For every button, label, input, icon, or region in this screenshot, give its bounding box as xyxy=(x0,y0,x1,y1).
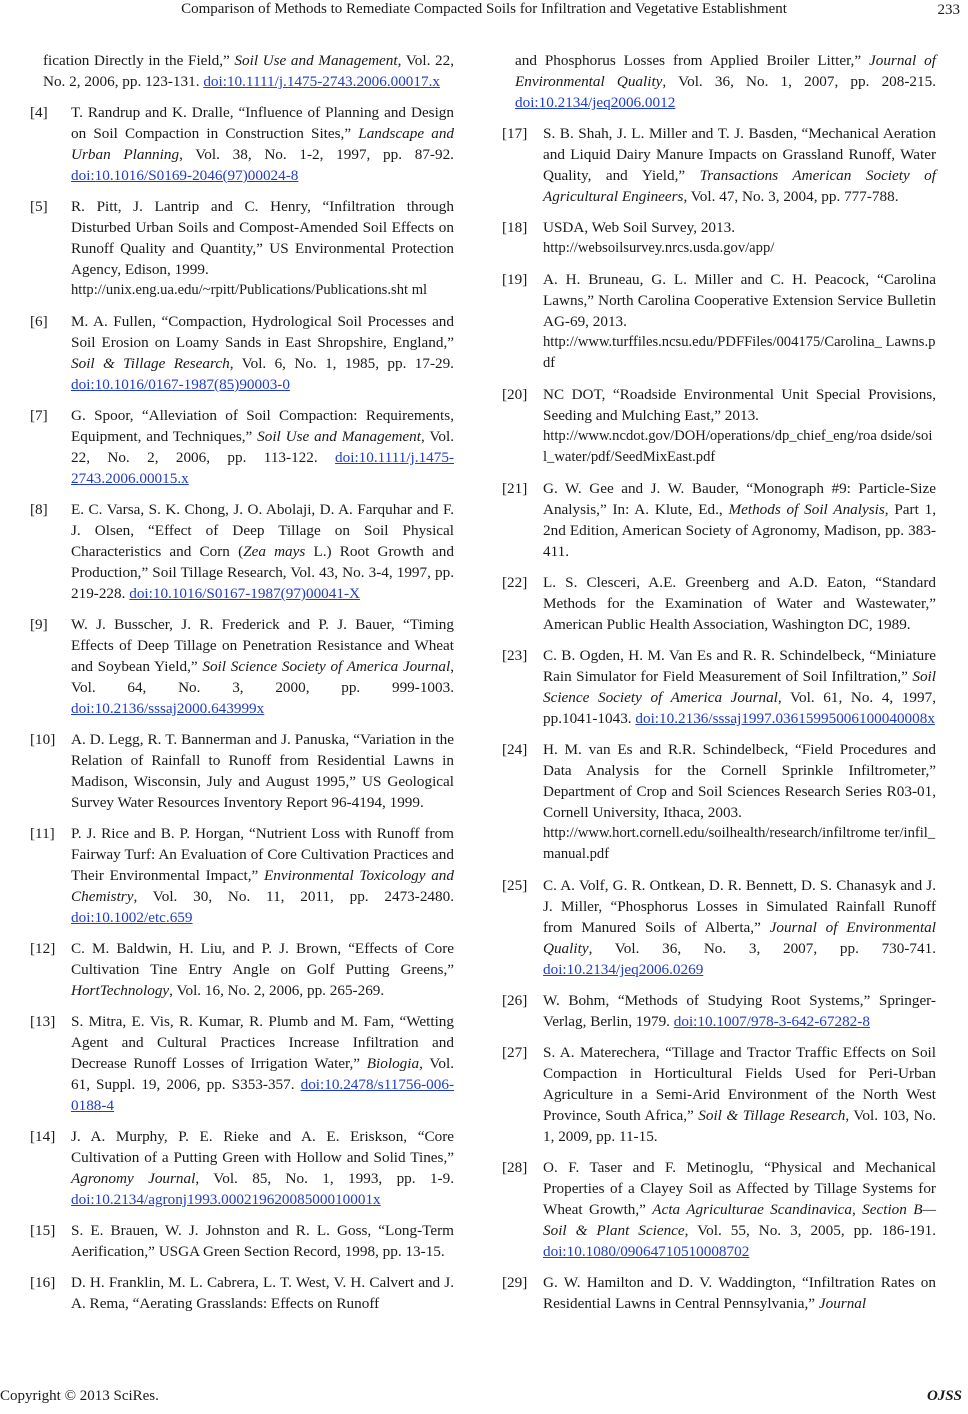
reference-text xyxy=(71,614,454,719)
journal-abbreviation: OJSS xyxy=(926,1388,962,1404)
reference-url[interactable]: http://unix.eng.ua.edu/~rpitt/Publications/Publications.sht ml xyxy=(71,282,428,298)
reference-details: , Vol. 55, No. 3, 2005, pp. 186-191. xyxy=(684,1222,936,1239)
doi-link[interactable]: doi:10.1007/978-3-642-67282-8 xyxy=(673,1013,870,1030)
reference-text xyxy=(71,102,454,186)
reference-body: T. Randrup and K. Dralle, “Influence of Planning and Design on Soil Compaction in Construction Sites,” xyxy=(71,104,454,142)
reference-number: [7] xyxy=(30,407,48,424)
reference-text xyxy=(71,499,454,604)
reference-entry xyxy=(30,823,454,928)
reference-entry xyxy=(502,875,936,980)
reference-number: [18] xyxy=(502,219,528,236)
reference-source: Journal xyxy=(818,1295,867,1312)
reference-text xyxy=(543,739,936,865)
running-title: Comparison of Methods to Remediate Compacted Soils for Infiltration and Vegetative Establishment xyxy=(181,1,787,17)
reference-entry xyxy=(30,311,454,395)
reference-body: W. J. Busscher, J. R. Frederick and P. J. Bauer, “Timing Effects of Deep Tillage on Penetration Resistance and Wheat and Soybean Yield,” xyxy=(71,616,454,675)
right-column xyxy=(502,50,936,1324)
reference-entry xyxy=(502,50,936,113)
reference-details: L.) Root Growth and Production,” Soil Tillage Research, Vol. 43, No. 3-4, 1997, pp. 219-228. xyxy=(71,543,454,602)
reference-text xyxy=(71,1220,454,1262)
reference-entry xyxy=(30,50,454,92)
doi-link[interactable]: doi:10.2136/sssaj2000.643999x xyxy=(71,700,265,717)
reference-body: C. A. Volf, G. R. Ontkean, D. R. Bennett, D. S. Chanasyk and J. J. Miller, “Phosphorus Losses in Simulated Rainfall Runoff from Manured Soils of Alberta,” xyxy=(543,877,936,936)
reference-details: , Part 1, 2nd Edition, American Society of Agronomy, Madison, pp. 383-411. xyxy=(543,501,936,560)
reference-number: [25] xyxy=(502,877,528,894)
reference-details: , Vol. 22, No. 2, 2006, pp. 113-122. xyxy=(71,428,454,466)
page-footer xyxy=(0,1388,968,1410)
reference-number: [17] xyxy=(502,125,528,142)
reference-text xyxy=(543,1042,936,1147)
reference-details: , Vol. 6, No. 1, 1985, pp. 17-29. xyxy=(229,355,454,372)
reference-body: S. Mitra, E. Vis, R. Kumar, R. Plumb and M. Fam, “Wetting Agent and Cultural Practices Increase Infiltration and Decrease Runoff Losses of Irrigation Water,” xyxy=(71,1013,454,1072)
reference-entry xyxy=(502,645,936,729)
reference-entry xyxy=(30,938,454,1001)
reference-source: Biologia xyxy=(366,1055,420,1072)
reference-text xyxy=(71,1011,454,1116)
reference-text xyxy=(543,990,936,1032)
reference-entry xyxy=(502,572,936,635)
reference-body: C. B. Ogden, H. M. Van Es and R. R. Schindelbeck, “Miniature Rain Simulator for Field Measurement of Soil Infiltration,” xyxy=(543,647,936,685)
reference-source: Transactions American Society of Agricultural Engineers xyxy=(543,167,936,205)
reference-number: [6] xyxy=(30,313,48,330)
reference-text xyxy=(543,384,936,468)
doi-link[interactable]: doi:10.2478/s11756-006-0188-4 xyxy=(71,1076,455,1114)
reference-text xyxy=(71,823,454,928)
reference-number: [10] xyxy=(30,731,56,748)
reference-text xyxy=(543,269,936,374)
reference-text xyxy=(71,311,454,395)
reference-number: [13] xyxy=(30,1013,56,1030)
reference-text xyxy=(543,572,936,635)
reference-number: [23] xyxy=(502,647,528,664)
reference-source: Soil Science Society of America Journal xyxy=(543,668,936,706)
reference-details: , Vol. 85, No. 1, 1993, pp. 1-9. xyxy=(195,1170,454,1187)
reference-url[interactable]: http://www.ncdot.gov/DOH/operations/dp_chief_eng/roa dside/soil_water/pdf/SeedMixEast.pdf xyxy=(543,428,933,465)
reference-details: , Vol. 22, No. 2, 2006, pp. 123-131. xyxy=(43,52,454,90)
reference-source: Methods of Soil Analysis xyxy=(728,501,885,518)
reference-body: S. E. Brauen, W. J. Johnston and R. L. Goss, “Long-Term Aerification,” USGA Green Section Record, 1998, pp. 13-15. xyxy=(71,1222,454,1260)
reference-text xyxy=(543,1157,936,1262)
reference-text xyxy=(543,217,936,259)
reference-text xyxy=(71,1126,454,1210)
reference-text xyxy=(71,1272,454,1314)
copyright-notice: Copyright © 2013 SciRes. xyxy=(0,1388,159,1404)
reference-details: , Vol. 47, No. 3, 2004, pp. 777-788. xyxy=(683,188,899,205)
reference-number: [19] xyxy=(502,271,528,288)
reference-body: R. Pitt, J. Lantrip and C. Henry, “Infiltration through Disturbed Urban Soils and Compost-Amended Soil Effects on Runoff Quality and Quantity,” US Environmental Protection Agency, Edison, 1999. xyxy=(71,198,454,278)
reference-text xyxy=(71,729,454,813)
reference-url[interactable]: http://www.hort.cornell.edu/soilhealth/research/infiltrome ter/infil_manual.pdf xyxy=(543,825,936,862)
reference-entry xyxy=(502,1272,936,1314)
reference-source: Landscape and Urban Planning xyxy=(71,125,455,163)
reference-details: , Vol. 61, Suppl. 19, 2006, pp. S353-357. xyxy=(71,1055,454,1093)
reference-source: Zea mays xyxy=(243,543,306,560)
page-number: 233 xyxy=(937,2,960,18)
reference-body: C. M. Baldwin, H. Liu, and P. J. Brown, “Effects of Core Cultivation Tine Entry Angle on Golf Putting Greens,” xyxy=(71,940,454,978)
reference-source: Soil Science Society of America Journal xyxy=(202,658,451,675)
reference-number: [27] xyxy=(502,1044,528,1061)
reference-body: L. S. Clesceri, A.E. Greenberg and A.D. Eaton, “Standard Methods for the Examination of Water and Wastewater,” American Public Health Association, Washington DC, 1989. xyxy=(543,574,936,633)
reference-text xyxy=(543,1272,936,1314)
reference-source: Environmental Toxicology and Chemistry xyxy=(71,867,454,905)
reference-source: Soil Use and Management xyxy=(257,428,421,445)
reference-entry xyxy=(502,123,936,207)
reference-body: O. F. Taser and F. Metinoglu, “Physical and Mechanical Properties of a Clayey Soil as Affected by Tillage Systems for Wheat Growth,” xyxy=(543,1159,936,1218)
reference-body: D. H. Franklin, M. L. Cabrera, L. T. West, V. H. Calvert and J. A. Rema, “Aerating Grasslands: Effects on Runoff xyxy=(71,1274,454,1312)
page-header xyxy=(0,0,968,30)
reference-text xyxy=(543,875,936,980)
reference-body: H. M. van Es and R.R. Schindelbeck, “Field Procedures and Data Analysis for the Cornell Sprinkle Infiltrometer,” Department of Crop and Soil Sciences Research Series R03-01, Cornell University, Ithaca, 2003. xyxy=(543,741,936,821)
reference-entry xyxy=(30,1126,454,1210)
doi-link[interactable]: doi:10.1002/etc.659 xyxy=(71,909,193,926)
reference-body: fication Directly in the Field,” xyxy=(43,52,235,69)
reference-source: Journal of Environmental Quality xyxy=(543,919,936,957)
reference-entry xyxy=(30,102,454,186)
reference-text xyxy=(43,50,454,92)
reference-number: [5] xyxy=(30,198,48,215)
reference-entry xyxy=(502,269,936,374)
reference-number: [24] xyxy=(502,741,528,758)
reference-url[interactable]: http://websoilsurvey.nrcs.usda.gov/app/ xyxy=(543,240,775,256)
reference-url[interactable]: http://www.turffiles.ncsu.edu/PDFFiles/004175/Carolina_ Lawns.pdf xyxy=(543,334,936,371)
reference-details: , Vol. 36, No. 1, 2007, pp. 208-215. xyxy=(662,73,936,90)
reference-body: A. H. Bruneau, G. L. Miller and C. H. Peacock, “Carolina Lawns,” North Carolina Cooperative Extension Service Bulletin AG-69, 2013. xyxy=(543,271,936,330)
doi-link[interactable]: doi:10.2136/sssaj1997.03615995006100040008x xyxy=(635,710,935,727)
reference-entry xyxy=(502,990,936,1032)
reference-body: P. J. Rice and B. P. Horgan, “Nutrient Loss with Runoff from Fairway Turf: An Evaluation of Core Cultivation Practices and Their Environmental Impact,” xyxy=(71,825,454,884)
reference-entry xyxy=(502,384,936,468)
reference-number: [28] xyxy=(502,1159,528,1176)
reference-source: Soil & Tillage Research xyxy=(71,355,230,372)
doi-link[interactable]: doi:10.2134/jeq2006.0012 xyxy=(515,94,676,111)
reference-number: [11] xyxy=(30,825,55,842)
reference-details: , Vol. 16, No. 2, 2006, pp. 265-269. xyxy=(169,982,385,999)
reference-number: [29] xyxy=(502,1274,528,1291)
reference-entry xyxy=(30,614,454,719)
reference-entry xyxy=(30,1272,454,1314)
reference-body: G. W. Hamilton and D. V. Waddington, “Infiltration Rates on Residential Lawns in Central Pennsylvania,” xyxy=(543,1274,936,1312)
reference-text xyxy=(543,123,936,207)
reference-body: G. Spoor, “Alleviation of Soil Compaction: Requirements, Equipment, and Techniques,” xyxy=(71,407,454,445)
reference-details: , Vol. 64, No. 3, 2000, pp. 999-1003. xyxy=(71,658,454,696)
reference-number: [8] xyxy=(30,501,48,518)
reference-details: , Vol. 36, No. 3, 2007, pp. 730-741. xyxy=(588,940,936,957)
reference-source: Soil Use and Management xyxy=(234,52,398,69)
reference-number: [15] xyxy=(30,1222,56,1239)
reference-body: G. W. Gee and J. W. Bauder, “Monograph #9: Particle-Size Analysis,” In: A. Klute, Ed., xyxy=(543,480,936,518)
reference-entry xyxy=(30,196,454,301)
reference-entry xyxy=(30,405,454,489)
reference-body: M. A. Fullen, “Compaction, Hydrological Soil Processes and Soil Erosion on Loamy Sands in East Shropshire, England,” xyxy=(71,313,454,351)
doi-link[interactable]: doi:10.1016/S0169-2046(97)00024-8 xyxy=(71,167,299,184)
reference-text xyxy=(543,478,936,562)
reference-details: , Vol. 38, No. 1-2, 1997, pp. 87-92. xyxy=(179,146,454,163)
reference-body: USDA, Web Soil Survey, 2013. xyxy=(543,219,735,236)
doi-link[interactable]: doi:10.1111/j.1475-2743.2006.00015.x xyxy=(71,449,455,487)
reference-number: [4] xyxy=(30,104,48,121)
reference-body: E. C. Varsa, S. K. Chong, J. O. Abolaji, D. A. Farquhar and F. J. Olsen, “Effect of Deep Tillage on Soil Physical Characteristics and Corn ( xyxy=(71,501,454,560)
reference-entry xyxy=(502,739,936,865)
reference-number: [12] xyxy=(30,940,56,957)
reference-text xyxy=(71,196,454,301)
reference-source: Journal of Environmental Quality xyxy=(515,52,936,90)
reference-source: HortTechnology xyxy=(71,982,170,999)
reference-number: [20] xyxy=(502,386,528,403)
reference-body: S. B. Shah, J. L. Miller and T. J. Basden, “Mechanical Aeration and Liquid Dairy Manure Impacts on Grassland Runoff, Water Quality, and Yield,” xyxy=(543,125,936,184)
reference-source: Acta Agriculturae Scandinavica, Section B—Soil & Plant Science xyxy=(543,1201,936,1239)
doi-link[interactable]: doi:10.1111/j.1475-2743.2006.00017.x xyxy=(203,73,440,90)
doi-link[interactable]: doi:10.1080/09064710510008702 xyxy=(543,1243,750,1260)
reference-source: Agronomy Journal xyxy=(71,1170,196,1187)
doi-link[interactable]: doi:10.1016/S0167-1987(97)00041-X xyxy=(129,585,360,602)
left-column xyxy=(30,50,454,1324)
reference-source: Soil & Tillage Research xyxy=(698,1107,846,1124)
reference-number: [14] xyxy=(30,1128,56,1145)
reference-entry xyxy=(30,729,454,813)
doi-link[interactable]: doi:10.1016/0167-1987(85)90003-0 xyxy=(71,376,290,393)
reference-entry xyxy=(30,1011,454,1116)
reference-entry xyxy=(502,1157,936,1262)
reference-number: [9] xyxy=(30,616,48,633)
reference-text xyxy=(71,938,454,1001)
reference-number: [16] xyxy=(30,1274,56,1291)
reference-entry xyxy=(502,1042,936,1147)
reference-entry xyxy=(30,1220,454,1262)
reference-number: [26] xyxy=(502,992,528,1009)
doi-link[interactable]: doi:10.2134/agronj1993.00021962008500010001x xyxy=(71,1191,381,1208)
doi-link[interactable]: doi:10.2134/jeq2006.0269 xyxy=(543,961,704,978)
reference-text xyxy=(543,645,936,729)
reference-entry xyxy=(502,478,936,562)
reference-number: [21] xyxy=(502,480,528,497)
reference-body: S. A. Materechera, “Tillage and Tractor Traffic Effects on Soil Compaction in Horticultural Fields Used for Peri-Urban Agriculture in a Semi-Arid Environment of the North West Province, South Africa,” xyxy=(543,1044,936,1124)
reference-number: [22] xyxy=(502,574,528,591)
reference-entry xyxy=(502,217,936,259)
reference-body: NC DOT, “Roadside Environmental Unit Special Provisions, Seeding and Mulching East,” 2013. xyxy=(543,386,936,424)
reference-details: , Vol. 103, No. 1, 2009, pp. 11-15. xyxy=(543,1107,937,1145)
reference-details: , Vol. 61, No. 4, 1997, pp.1041-1043. xyxy=(543,689,936,727)
reference-body: and Phosphorus Losses from Applied Broiler Litter,” xyxy=(515,52,869,69)
reference-details: , Vol. 30, No. 11, 2011, pp. 2473-2480. xyxy=(133,888,454,905)
reference-entry xyxy=(30,499,454,604)
reference-body: J. A. Murphy, P. E. Rieke and A. E. Eriskson, “Core Cultivation of a Putting Green with Hollow and Solid Tines,” xyxy=(71,1128,454,1166)
reference-body: A. D. Legg, R. T. Bannerman and J. Panuska, “Variation in the Relation of Rainfall to Runoff from Residential Lawns in Madison, Wisconsin, July and August 1995,” US Geological Survey Water Resources Inventory Report 96-4194, 1999. xyxy=(71,731,454,811)
reference-text xyxy=(515,50,936,113)
reference-body: W. Bohm, “Methods of Studying Root Systems,” Springer-Verlag, Berlin, 1979. xyxy=(543,992,936,1030)
reference-text xyxy=(71,405,454,489)
